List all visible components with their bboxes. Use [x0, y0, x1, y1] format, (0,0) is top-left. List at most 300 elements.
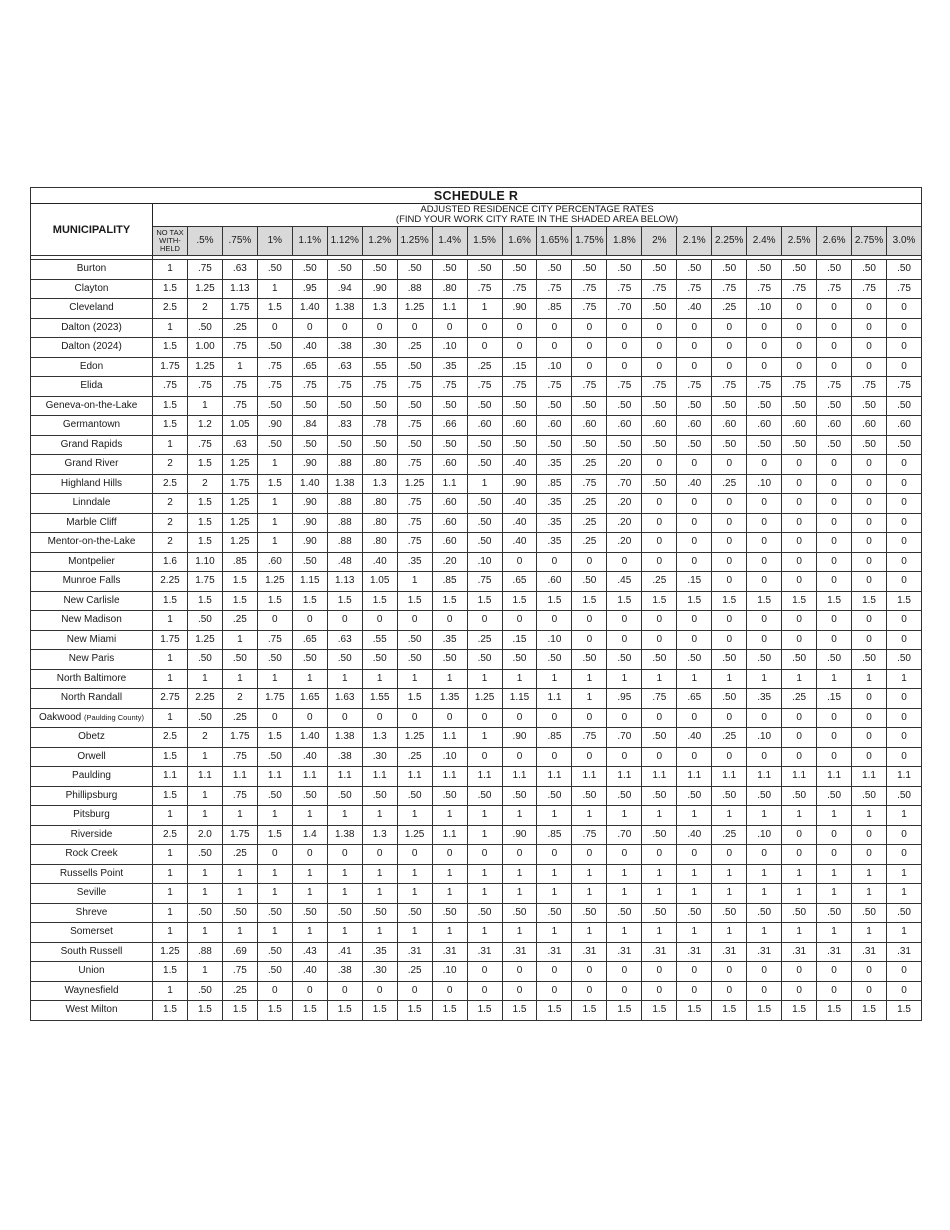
rate-header: 3.0%	[887, 227, 922, 256]
rate-cell: .50	[327, 435, 362, 455]
rate-cell: .20	[607, 455, 642, 475]
rate-cell: .75	[747, 377, 782, 397]
rate-cell: .75	[467, 279, 502, 299]
rate-cell: 1.5	[677, 591, 712, 611]
rate-cell: .75	[397, 455, 432, 475]
rate-cell: .25	[222, 708, 257, 728]
rate-cell: 0	[677, 494, 712, 514]
rate-cell: .75	[222, 786, 257, 806]
rate-cell: .50	[502, 260, 537, 280]
municipality-name	[31, 903, 153, 923]
rate-cell: 1	[362, 864, 397, 884]
rate-cell: 1	[397, 806, 432, 826]
municipality-name-text: Burton	[76, 263, 107, 275]
rate-cell: .50	[642, 903, 677, 923]
rate-cell: .50	[257, 962, 292, 982]
rate-cell: 2	[153, 533, 188, 553]
rate-cell: .50	[397, 786, 432, 806]
rate-cell: 1	[467, 884, 502, 904]
rate-cell: 1.5	[747, 1001, 782, 1021]
rate-cell: 1.63	[327, 689, 362, 709]
rate-cell: 1	[432, 864, 467, 884]
rate-cell: 1.5	[817, 591, 852, 611]
table-row	[31, 396, 922, 416]
rate-cell: .50	[572, 650, 607, 670]
rate-cell: 1.1	[432, 299, 467, 319]
rate-cell: 1	[257, 455, 292, 475]
table-row	[31, 416, 922, 436]
municipality-name	[31, 455, 153, 475]
rate-cell: .63	[327, 630, 362, 650]
rate-cell: 1.55	[362, 689, 397, 709]
rate-cell: 1.5	[712, 1001, 747, 1021]
rate-cell: 1	[292, 806, 327, 826]
rate-cell: 1.5	[607, 591, 642, 611]
rate-cell: 1.1	[852, 767, 887, 787]
rate-cell: 1	[607, 669, 642, 689]
rate-cell: 1	[782, 669, 817, 689]
rate-cell: 1	[782, 806, 817, 826]
rate-cell: 1.5	[642, 591, 677, 611]
rate-cell: 0	[607, 611, 642, 631]
rate-cell: 1	[642, 864, 677, 884]
rate-cell: .50	[537, 260, 572, 280]
rate-cell: 0	[747, 747, 782, 767]
rate-cell: 1	[187, 786, 222, 806]
rate-cell: .75	[432, 377, 467, 397]
rate-cell: 1	[397, 669, 432, 689]
rate-cell: .75	[677, 279, 712, 299]
rate-cell: 1.75	[257, 689, 292, 709]
rate-cell: 0	[712, 455, 747, 475]
rate-cell: .25	[467, 630, 502, 650]
rate-cell: 0	[467, 611, 502, 631]
rate-cell: 0	[712, 513, 747, 533]
rate-cell: 1	[642, 669, 677, 689]
municipality-name	[31, 591, 153, 611]
rate-cell: 1	[327, 806, 362, 826]
rate-header: 2.75%	[852, 227, 887, 256]
rate-cell: .50	[537, 786, 572, 806]
rate-cell: .60	[607, 416, 642, 436]
rate-cell: 0	[257, 708, 292, 728]
municipality-name-text: Rock Creek	[65, 848, 118, 860]
rate-cell: 1.1	[432, 825, 467, 845]
municipality-name-text: Highland Hills	[60, 477, 123, 489]
rate-cell: .90	[257, 416, 292, 436]
rate-cell: 1.25	[187, 357, 222, 377]
municipality-name-text: Waynesfield	[64, 984, 119, 996]
rate-cell: 1.1	[327, 767, 362, 787]
rate-cell: .31	[642, 942, 677, 962]
rate-header: 1.65%	[537, 227, 572, 256]
municipality-name	[31, 552, 153, 572]
rate-cell: 1	[817, 884, 852, 904]
rate-cell: 1.5	[432, 591, 467, 611]
municipality-name	[31, 689, 153, 709]
rate-cell: 0	[817, 552, 852, 572]
rate-cell: .50	[852, 786, 887, 806]
rate-cell: 0	[502, 962, 537, 982]
rate-cell: 1	[222, 357, 257, 377]
municipality-name	[31, 435, 153, 455]
rate-cell: 1	[362, 884, 397, 904]
rate-cell: 0	[887, 962, 922, 982]
rate-cell: 0	[397, 845, 432, 865]
table-row	[31, 279, 922, 299]
rate-cell: .75	[642, 279, 677, 299]
rate-cell: .60	[432, 455, 467, 475]
rate-cell: 1	[257, 279, 292, 299]
rate-cell: 0	[502, 552, 537, 572]
rate-cell: 0	[677, 513, 712, 533]
rate-cell: 1	[327, 669, 362, 689]
rate-cell: .31	[747, 942, 782, 962]
rate-cell: .75	[887, 377, 922, 397]
rate-cell: .50	[782, 786, 817, 806]
municipality-name	[31, 767, 153, 787]
rate-cell: .50	[257, 786, 292, 806]
rate-cell: 1	[747, 884, 782, 904]
rate-cell: 0	[677, 533, 712, 553]
rate-cell: .35	[537, 533, 572, 553]
municipality-name-text: North Randall	[60, 692, 123, 704]
rate-cell: .50	[817, 650, 852, 670]
rate-cell: .50	[572, 435, 607, 455]
rate-cell: 1	[467, 669, 502, 689]
table-row	[31, 552, 922, 572]
rate-cell: 1	[153, 611, 188, 631]
rate-cell: .40	[502, 533, 537, 553]
rate-cell: 0	[782, 825, 817, 845]
rate-cell: .84	[292, 416, 327, 436]
rate-cell: 1.25	[222, 455, 257, 475]
municipality-name-text: Orwell	[77, 750, 106, 762]
rate-cell: 1.4	[292, 825, 327, 845]
rate-cell: .50	[607, 435, 642, 455]
rate-cell: 0	[677, 455, 712, 475]
rate-cell: 1.5	[187, 494, 222, 514]
municipality-name	[31, 806, 153, 826]
rate-cell: .40	[502, 513, 537, 533]
rate-cell: .75	[397, 377, 432, 397]
rate-cell: 0	[747, 845, 782, 865]
rate-cell: .75	[572, 279, 607, 299]
rate-cell: .50	[852, 396, 887, 416]
rate-cell: 0	[537, 338, 572, 358]
table-row	[31, 845, 922, 865]
rate-cell: 1	[153, 981, 188, 1001]
table-row	[31, 825, 922, 845]
rate-cell: .75	[817, 279, 852, 299]
rate-cell: 2	[153, 455, 188, 475]
rate-cell: 1.1	[362, 767, 397, 787]
rate-cell: .50	[642, 396, 677, 416]
rate-cell: 1	[257, 494, 292, 514]
rate-cell: 1.75	[222, 728, 257, 748]
rate-cell: 0	[782, 572, 817, 592]
rate-cell: 1	[292, 923, 327, 943]
municipality-name	[31, 474, 153, 494]
rate-cell: .75	[782, 279, 817, 299]
rate-cell: 1	[747, 864, 782, 884]
rate-cell: 0	[432, 981, 467, 1001]
rate-cell: .35	[537, 513, 572, 533]
rate-cell: .75	[327, 377, 362, 397]
rate-cell: .38	[327, 338, 362, 358]
table-row	[31, 611, 922, 631]
rate-cell: 1.5	[502, 1001, 537, 1021]
rate-cell: .31	[817, 942, 852, 962]
rate-cell: 0	[887, 689, 922, 709]
rate-cell: .60	[642, 416, 677, 436]
rate-cell: .50	[397, 396, 432, 416]
municipality-name-text: Grand River	[64, 458, 119, 470]
table-row	[31, 708, 922, 728]
rate-cell: .50	[887, 435, 922, 455]
rate-cell: 0	[607, 338, 642, 358]
rate-cell: 1.1	[432, 728, 467, 748]
rate-header: 1.75%	[572, 227, 607, 256]
rate-cell: 1	[502, 669, 537, 689]
rate-cell: 0	[712, 338, 747, 358]
rate-cell: 0	[537, 318, 572, 338]
rate-cell: 1	[502, 806, 537, 826]
rate-cell: .50	[187, 650, 222, 670]
rate-cell: .50	[327, 396, 362, 416]
rate-cell: .50	[642, 260, 677, 280]
rate-cell: .50	[817, 903, 852, 923]
municipality-name	[31, 728, 153, 748]
rate-cell: 0	[782, 513, 817, 533]
rate-cell: 1	[712, 923, 747, 943]
rate-cell: .60	[712, 416, 747, 436]
rate-cell: .25	[222, 981, 257, 1001]
table-row	[31, 942, 922, 962]
rate-cell: .88	[327, 494, 362, 514]
rate-cell: 1	[397, 864, 432, 884]
rate-cell: 1	[537, 884, 572, 904]
municipality-name	[31, 630, 153, 650]
rate-cell: .10	[747, 474, 782, 494]
rate-cell: 0	[712, 630, 747, 650]
table-row	[31, 669, 922, 689]
rate-cell: .50	[432, 650, 467, 670]
rate-cell: 0	[887, 747, 922, 767]
rate-cell: 0	[257, 981, 292, 1001]
rate-cell: 1.5	[362, 1001, 397, 1021]
rate-cell: .88	[397, 279, 432, 299]
rate-cell: 1	[153, 845, 188, 865]
rate-cell: 1	[432, 669, 467, 689]
rate-cell: 1	[187, 923, 222, 943]
rate-cell: 1	[642, 884, 677, 904]
rate-header: 1.1%	[292, 227, 327, 256]
rate-cell: .90	[292, 494, 327, 514]
municipality-name-text: Dalton (2023)	[61, 321, 122, 333]
rate-cell: 1.5	[257, 299, 292, 319]
rate-cell: .75	[397, 513, 432, 533]
rate-cell: .40	[292, 747, 327, 767]
rate-cell: 0	[852, 513, 887, 533]
rate-cell: 1.75	[222, 299, 257, 319]
municipality-name	[31, 260, 153, 280]
rate-cell: 1.1	[502, 767, 537, 787]
rate-cell: .50	[887, 903, 922, 923]
rate-cell: .50	[782, 903, 817, 923]
rate-cell: .65	[502, 572, 537, 592]
rate-cell: 0	[362, 318, 397, 338]
municipality-name	[31, 923, 153, 943]
rate-cell: .50	[712, 435, 747, 455]
rate-cell: 1	[153, 650, 188, 670]
rate-cell: .35	[537, 455, 572, 475]
schedule-title: SCHEDULE R	[31, 188, 922, 204]
rate-cell: 2	[187, 474, 222, 494]
rate-cell: 1.5	[397, 689, 432, 709]
rate-cell: 0	[747, 611, 782, 631]
rate-cell: .75	[292, 377, 327, 397]
rate-cell: .90	[502, 825, 537, 845]
rate-cell: 0	[257, 318, 292, 338]
rate-cell: .50	[467, 435, 502, 455]
rate-cell: 0	[852, 338, 887, 358]
table-row	[31, 650, 922, 670]
rate-cell: .50	[537, 396, 572, 416]
rate-cell: .50	[642, 825, 677, 845]
rate-cell: 0	[642, 513, 677, 533]
rate-cell: 1	[222, 630, 257, 650]
rate-cell: 2.5	[153, 728, 188, 748]
rate-cell: .50	[222, 903, 257, 923]
rate-cell: .10	[747, 728, 782, 748]
rate-cell: 0	[642, 962, 677, 982]
rate-cell: .60	[572, 416, 607, 436]
rate-cell: .50	[887, 396, 922, 416]
rate-cell: 0	[782, 494, 817, 514]
rate-cell: .10	[432, 338, 467, 358]
rate-cell: 2	[187, 299, 222, 319]
rate-cell: 1	[677, 923, 712, 943]
rate-cell: .31	[467, 942, 502, 962]
rate-cell: 0	[817, 299, 852, 319]
rate-cell: 1	[607, 923, 642, 943]
rate-cell: .75	[222, 377, 257, 397]
rate-cell: 0	[852, 318, 887, 338]
rate-cell: 1.25	[222, 513, 257, 533]
rate-cell: 1	[222, 923, 257, 943]
rate-cell: .25	[572, 533, 607, 553]
rate-cell: 0	[852, 455, 887, 475]
municipality-name	[31, 669, 153, 689]
rate-header: 1.2%	[362, 227, 397, 256]
rate-cell: 0	[642, 611, 677, 631]
rate-cell: 0	[537, 962, 572, 982]
rate-cell: 0	[642, 318, 677, 338]
rate-cell: 1.38	[327, 474, 362, 494]
rate-cell: .35	[362, 942, 397, 962]
rate-cell: 1.75	[153, 357, 188, 377]
rate-cell: .20	[607, 494, 642, 514]
rate-cell: 1	[432, 884, 467, 904]
rate-cell: 0	[887, 357, 922, 377]
rate-cell: 2	[222, 689, 257, 709]
rate-cell: .69	[222, 942, 257, 962]
rate-cell: .50	[292, 903, 327, 923]
rate-cell: .40	[677, 474, 712, 494]
rate-cell: .63	[327, 357, 362, 377]
rate-cell: .50	[257, 903, 292, 923]
rate-cell: 1	[747, 669, 782, 689]
rate-cell: 1	[817, 923, 852, 943]
no-tax-withheld-header	[153, 227, 188, 256]
rate-cell: 2.25	[153, 572, 188, 592]
rate-cell: 0	[887, 630, 922, 650]
rate-cell: 0	[642, 981, 677, 1001]
rate-cell: .10	[537, 357, 572, 377]
rate-cell: 1.1	[782, 767, 817, 787]
rate-cell: .25	[572, 455, 607, 475]
rate-cell: .85	[537, 299, 572, 319]
rate-cell: 1.5	[397, 591, 432, 611]
rate-cell: .50	[292, 650, 327, 670]
rate-cell: 1.40	[292, 728, 327, 748]
rate-cell: 2.25	[187, 689, 222, 709]
rate-cell: .60	[432, 533, 467, 553]
rate-cell: .50	[572, 260, 607, 280]
municipality-name	[31, 825, 153, 845]
municipality-name	[31, 279, 153, 299]
rate-cell: 0	[887, 728, 922, 748]
rate-cell: .75	[887, 279, 922, 299]
rate-cell: 1.5	[187, 455, 222, 475]
rate-cell: 0	[712, 962, 747, 982]
municipality-name	[31, 494, 153, 514]
rate-cell: .75	[467, 377, 502, 397]
rate-cell: .50	[537, 435, 572, 455]
rate-cell: 0	[502, 747, 537, 767]
municipality-name	[31, 338, 153, 358]
rate-cell: 1.38	[327, 728, 362, 748]
municipality-name-text: Riverside	[70, 828, 113, 840]
rate-cell: 1	[677, 884, 712, 904]
rate-cell: 0	[887, 825, 922, 845]
rate-cell: 1.1	[887, 767, 922, 787]
rate-cell: 0	[887, 708, 922, 728]
rate-cell: .50	[327, 786, 362, 806]
rate-cell: 1.5	[537, 1001, 572, 1021]
no-tax-line-1: NO TAX	[156, 228, 184, 237]
rate-cell: 0	[397, 318, 432, 338]
rate-cell: 0	[712, 611, 747, 631]
rate-cell: 1	[432, 923, 467, 943]
rate-cell: .80	[362, 455, 397, 475]
rate-cell: 1	[153, 903, 188, 923]
rate-cell: .50	[642, 299, 677, 319]
municipality-name-text: West Milton	[65, 1004, 118, 1016]
rate-cell: 1	[572, 864, 607, 884]
rate-cell: 1	[257, 669, 292, 689]
rate-cell: 1	[467, 299, 502, 319]
rate-cell: 1.25	[397, 474, 432, 494]
rate-cell: 0	[572, 338, 607, 358]
rate-cell: 1	[187, 962, 222, 982]
rate-cell: 1.1	[817, 767, 852, 787]
rate-cell: 0	[817, 630, 852, 650]
rate-cell: .75	[502, 377, 537, 397]
municipality-name	[31, 747, 153, 767]
rate-cell: .25	[397, 747, 432, 767]
